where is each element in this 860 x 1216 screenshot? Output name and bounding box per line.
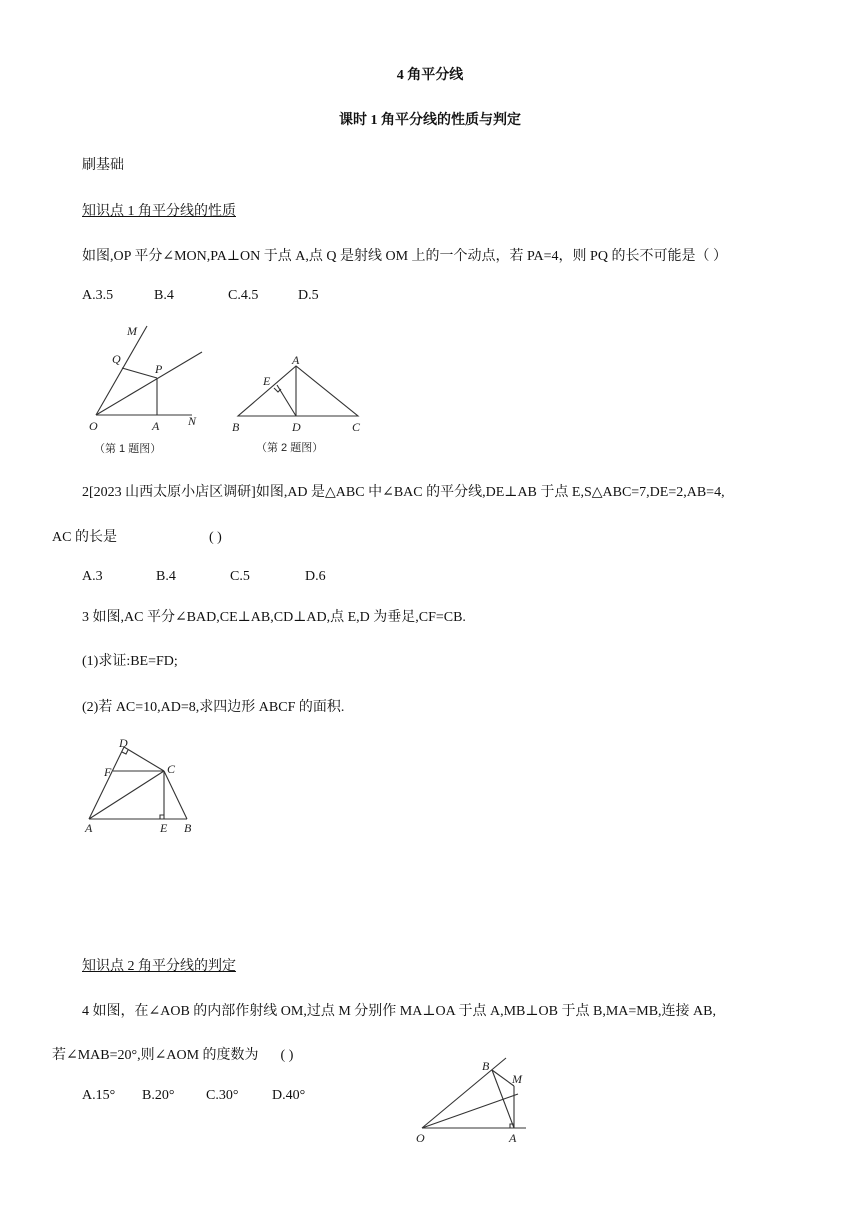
label-d: D [119, 736, 128, 750]
figure-4 [412, 1056, 537, 1151]
practice-label: 刷基础 [82, 158, 124, 173]
option-c: C.5 [230, 569, 250, 584]
label-a: A [509, 1131, 517, 1145]
option-a: A.3 [82, 569, 103, 584]
segment-dc [124, 747, 164, 771]
question-2-stem-end: AC 的长是 [52, 530, 117, 545]
right-angle-mark-e [160, 815, 164, 819]
question-4-line-1: 4 如图，在∠AOB 的内部作射线 OM,过点 M 分别作 MA⊥OA 于点 A,MB⊥OB 于点 B,MA=MB,连接 AB, [82, 1004, 717, 1019]
label-b: B [184, 821, 192, 835]
option-b: B.4 [154, 288, 174, 303]
label-c: C [167, 762, 176, 776]
lesson-title: 课时 1 角平分线的性质与判定 [339, 113, 521, 128]
knowledge-point-2-title: 知识点 2 角平分线的判定 [82, 959, 236, 974]
ray-om [96, 326, 147, 415]
right-angle-mark-e [274, 388, 281, 392]
segment-ba [492, 1070, 514, 1128]
label-a: A [292, 353, 300, 367]
ray-ob [422, 1058, 506, 1128]
label-d: D [292, 420, 301, 434]
figure-1-caption: （第 1 题图） [94, 443, 162, 455]
question-3-part-2: (2)若 AC=10,AD=8,求四边形 ABCF 的面积. [82, 700, 345, 715]
label-b: B [232, 420, 240, 434]
label-e: E [263, 374, 271, 388]
question-1-options [82, 287, 319, 305]
option-c: C.4.5 [228, 288, 259, 303]
answer-paren: ( ) [280, 1048, 294, 1063]
label-n: N [188, 414, 197, 428]
option-b: B.4 [156, 569, 176, 584]
label-o: O [89, 419, 98, 433]
question-4-stem-end: 若∠MAB=20°,则∠AOM 的度数为 [52, 1048, 259, 1063]
label-c: C [352, 420, 361, 434]
label-e: E [160, 821, 168, 835]
section-title: 4 角平分线 [396, 68, 464, 83]
option-d: D.40° [272, 1088, 306, 1103]
option-d: D.5 [298, 288, 319, 303]
option-a: A.15° [82, 1088, 116, 1103]
right-angle-mark-d [122, 750, 128, 754]
question-2-line-2 [52, 529, 222, 547]
figure-2 [228, 352, 373, 462]
figure-2-caption: （第 2 题图） [256, 442, 324, 454]
segment-cb [164, 771, 187, 819]
triangle-abc [238, 366, 358, 416]
question-4-line-2 [52, 1047, 293, 1065]
option-d: D.6 [305, 569, 326, 584]
label-q: Q [112, 352, 121, 366]
option-b: B.20° [142, 1088, 175, 1103]
figure-1 [80, 318, 220, 463]
label-m: M [512, 1072, 522, 1086]
question-2-line-1: 2[2023 山西太原小店区调研]如图,AD 是△ABC 中∠BAC 的平分线,DE⊥AB 于点 E,S△ABC=7,DE=2,AB=4, [82, 485, 725, 500]
option-c: C.30° [206, 1088, 239, 1103]
option-a: A.3.5 [82, 288, 114, 303]
segment-pq [122, 368, 157, 378]
label-m: M [127, 324, 137, 338]
question-3-part-1: (1)求证:BE=FD; [82, 654, 178, 669]
question-4-options [82, 1087, 305, 1105]
question-3-text: 3 如图,AC 平分∠BAD,CE⊥AB,CD⊥AD,点 E,D 为垂足,CF=CB. [82, 610, 466, 625]
label-f: F [104, 765, 112, 779]
knowledge-point-1-title: 知识点 1 角平分线的性质 [82, 204, 236, 219]
question-1-text: 如图,OP 平分∠MON,PA⊥ON 于点 A,点 Q 是射线 OM 上的一个动点，若 PA=4，则 PQ 的长不可能是（ ） [82, 249, 727, 264]
label-a: A [152, 419, 160, 433]
label-p: P [155, 362, 163, 376]
label-o: O [416, 1131, 425, 1145]
answer-paren: ( ) [208, 530, 222, 545]
figure-3 [82, 735, 207, 840]
question-2-options [82, 568, 326, 586]
label-a: A [85, 821, 93, 835]
label-b: B [482, 1059, 490, 1073]
